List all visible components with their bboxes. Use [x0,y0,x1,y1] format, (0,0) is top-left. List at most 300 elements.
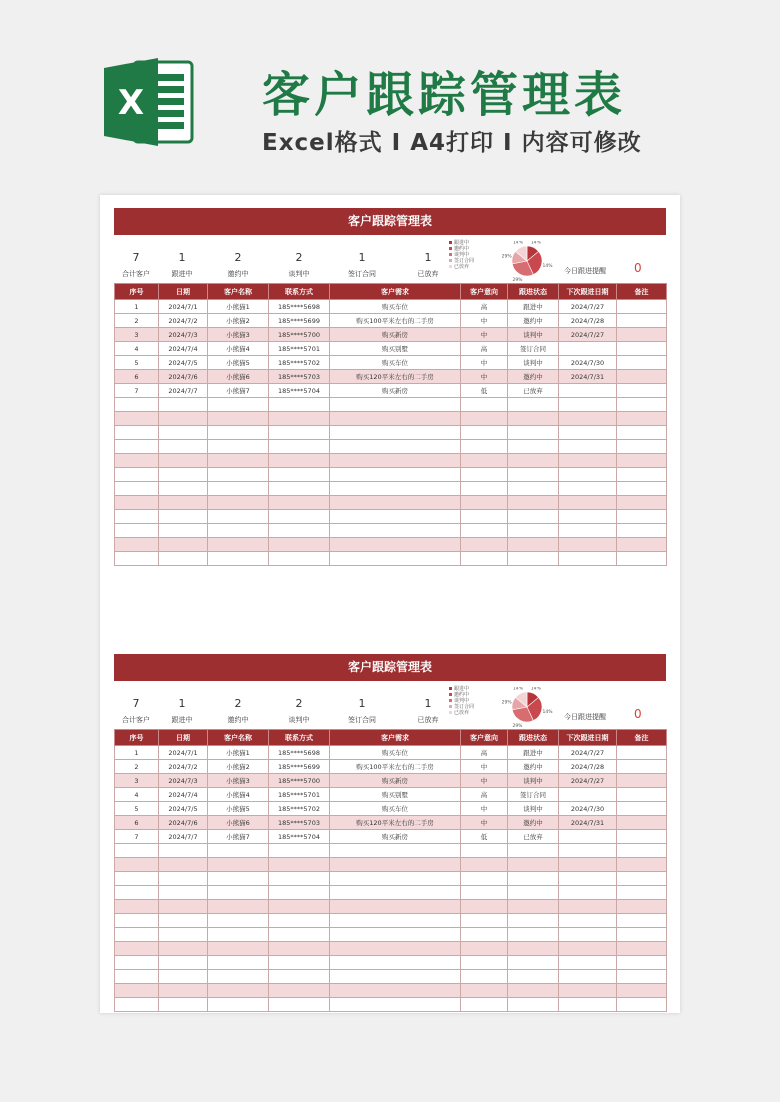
table-cell[interactable] [617,356,667,370]
table-cell[interactable] [159,538,208,552]
table-cell[interactable]: 高 [461,342,508,356]
table-cell[interactable]: 小熊猫1 [208,300,269,314]
table-cell[interactable] [269,844,330,858]
table-cell[interactable] [508,440,559,454]
table-cell[interactable]: 2024/7/7 [159,384,208,398]
table-cell[interactable]: 购买别墅 [330,342,461,356]
table-cell[interactable] [617,552,667,566]
table-cell[interactable]: 7 [115,830,159,844]
table-cell[interactable] [559,538,617,552]
table-cell[interactable] [330,482,461,496]
table-cell[interactable]: 185****5702 [269,356,330,370]
table-cell[interactable]: 购买别墅 [330,788,461,802]
table-cell[interactable]: 中 [461,774,508,788]
table-cell[interactable]: 购买车位 [330,356,461,370]
table-cell[interactable] [617,398,667,412]
table-cell[interactable] [159,928,208,942]
table-cell[interactable] [508,538,559,552]
table-cell[interactable] [208,900,269,914]
table-cell[interactable] [159,440,208,454]
table-cell[interactable] [208,914,269,928]
table-cell[interactable] [269,552,330,566]
table-cell[interactable] [559,384,617,398]
table-cell[interactable] [617,942,667,956]
table-cell[interactable] [115,496,159,510]
table-cell[interactable] [115,970,159,984]
table-cell[interactable] [208,970,269,984]
table-cell[interactable]: 2024/7/28 [559,314,617,328]
table-cell[interactable] [559,552,617,566]
table-cell[interactable] [159,482,208,496]
table-cell[interactable]: 3 [115,774,159,788]
table-cell[interactable] [159,998,208,1012]
table-cell[interactable] [617,760,667,774]
table-cell[interactable] [208,872,269,886]
table-cell[interactable] [208,398,269,412]
table-cell[interactable] [269,398,330,412]
table-cell[interactable] [159,872,208,886]
table-cell[interactable] [330,970,461,984]
table-cell[interactable] [269,510,330,524]
table-cell[interactable] [508,468,559,482]
table-cell[interactable] [269,538,330,552]
table-cell[interactable] [115,538,159,552]
table-cell[interactable]: 185****5701 [269,342,330,356]
table-cell[interactable] [461,426,508,440]
table-cell[interactable]: 185****5698 [269,746,330,760]
table-cell[interactable] [461,956,508,970]
table-cell[interactable] [269,482,330,496]
table-cell[interactable] [330,914,461,928]
table-cell[interactable]: 小熊猫5 [208,802,269,816]
table-cell[interactable]: 2024/7/6 [159,816,208,830]
table-cell[interactable] [559,858,617,872]
table-cell[interactable] [559,844,617,858]
table-cell[interactable] [115,440,159,454]
table-cell[interactable] [617,342,667,356]
table-cell[interactable] [269,412,330,426]
table-cell[interactable] [208,510,269,524]
table-cell[interactable]: 中 [461,816,508,830]
table-cell[interactable] [159,454,208,468]
table-cell[interactable] [115,398,159,412]
table-cell[interactable]: 签订合同 [508,788,559,802]
table-cell[interactable] [559,524,617,538]
table-cell[interactable] [617,774,667,788]
table-cell[interactable] [617,482,667,496]
table-cell[interactable]: 2024/7/2 [159,760,208,774]
table-cell[interactable]: 购买100平米左右的二手房 [330,760,461,774]
table-cell[interactable] [208,998,269,1012]
table-cell[interactable]: 谈判中 [508,774,559,788]
table-cell[interactable]: 小熊猫3 [208,328,269,342]
table-cell[interactable] [617,956,667,970]
table-cell[interactable]: 2024/7/28 [559,760,617,774]
table-cell[interactable] [115,482,159,496]
table-cell[interactable]: 2024/7/5 [159,802,208,816]
table-cell[interactable] [508,956,559,970]
table-cell[interactable] [461,482,508,496]
table-cell[interactable] [559,342,617,356]
table-cell[interactable] [208,468,269,482]
table-cell[interactable] [269,886,330,900]
table-cell[interactable] [330,886,461,900]
table-cell[interactable] [559,830,617,844]
table-cell[interactable] [559,482,617,496]
table-cell[interactable] [559,928,617,942]
table-cell[interactable] [208,412,269,426]
table-cell[interactable]: 6 [115,816,159,830]
table-cell[interactable] [208,482,269,496]
table-cell[interactable] [159,900,208,914]
table-cell[interactable] [617,300,667,314]
table-cell[interactable] [617,886,667,900]
table-cell[interactable] [617,984,667,998]
table-cell[interactable]: 185****5698 [269,300,330,314]
table-cell[interactable] [508,552,559,566]
table-cell[interactable]: 购买车位 [330,300,461,314]
table-cell[interactable]: 185****5700 [269,328,330,342]
table-cell[interactable] [269,956,330,970]
table-cell[interactable] [115,942,159,956]
table-cell[interactable]: 小熊猫4 [208,788,269,802]
table-cell[interactable] [617,384,667,398]
table-cell[interactable] [461,914,508,928]
table-cell[interactable] [559,886,617,900]
table-cell[interactable] [208,928,269,942]
table-cell[interactable] [269,496,330,510]
table-cell[interactable] [508,510,559,524]
table-cell[interactable] [617,510,667,524]
table-cell[interactable] [269,524,330,538]
table-cell[interactable] [115,552,159,566]
table-cell[interactable] [115,872,159,886]
table-cell[interactable] [208,858,269,872]
table-cell[interactable] [461,970,508,984]
table-cell[interactable] [115,998,159,1012]
table-cell[interactable] [508,524,559,538]
table-cell[interactable] [159,552,208,566]
table-cell[interactable] [461,886,508,900]
table-cell[interactable] [159,426,208,440]
table-cell[interactable] [208,496,269,510]
table-cell[interactable] [330,844,461,858]
table-cell[interactable]: 购买120平米左右的二手房 [330,370,461,384]
table-cell[interactable] [508,914,559,928]
table-cell[interactable] [269,872,330,886]
table-cell[interactable]: 2024/7/27 [559,774,617,788]
table-cell[interactable]: 185****5704 [269,830,330,844]
table-cell[interactable]: 185****5703 [269,370,330,384]
table-cell[interactable] [269,900,330,914]
table-cell[interactable] [617,412,667,426]
table-cell[interactable]: 1 [115,300,159,314]
table-cell[interactable] [115,468,159,482]
table-cell[interactable] [559,788,617,802]
table-cell[interactable] [617,914,667,928]
table-cell[interactable]: 6 [115,370,159,384]
table-cell[interactable]: 2024/7/30 [559,356,617,370]
table-cell[interactable] [159,468,208,482]
table-cell[interactable]: 4 [115,788,159,802]
table-cell[interactable] [269,426,330,440]
table-cell[interactable]: 2024/7/4 [159,342,208,356]
table-cell[interactable] [159,956,208,970]
table-cell[interactable]: 购买新房 [330,328,461,342]
table-cell[interactable]: 2024/7/1 [159,746,208,760]
table-cell[interactable]: 1 [115,746,159,760]
table-cell[interactable] [330,872,461,886]
table-cell[interactable]: 小熊猫7 [208,384,269,398]
table-cell[interactable] [559,398,617,412]
table-cell[interactable] [617,370,667,384]
table-cell[interactable] [115,900,159,914]
table-cell[interactable]: 邀约中 [508,816,559,830]
table-cell[interactable]: 购买新房 [330,774,461,788]
table-cell[interactable] [208,524,269,538]
table-cell[interactable]: 2 [115,314,159,328]
table-cell[interactable] [159,510,208,524]
table-cell[interactable] [508,998,559,1012]
table-cell[interactable] [330,398,461,412]
table-cell[interactable]: 2024/7/2 [159,314,208,328]
table-cell[interactable]: 2024/7/3 [159,328,208,342]
table-cell[interactable]: 已放弃 [508,384,559,398]
table-cell[interactable]: 购买新房 [330,830,461,844]
table-cell[interactable] [617,538,667,552]
table-cell[interactable] [115,858,159,872]
table-cell[interactable]: 2024/7/31 [559,816,617,830]
table-cell[interactable] [461,900,508,914]
table-cell[interactable]: 中 [461,356,508,370]
table-cell[interactable]: 中 [461,370,508,384]
table-cell[interactable] [617,454,667,468]
table-cell[interactable]: 5 [115,356,159,370]
table-cell[interactable]: 中 [461,314,508,328]
table-cell[interactable] [208,538,269,552]
table-cell[interactable]: 跟进中 [508,746,559,760]
table-cell[interactable] [559,984,617,998]
table-cell[interactable] [330,496,461,510]
table-cell[interactable]: 中 [461,802,508,816]
table-cell[interactable]: 已放弃 [508,830,559,844]
table-cell[interactable]: 3 [115,328,159,342]
table-cell[interactable] [559,426,617,440]
table-cell[interactable]: 2024/7/3 [159,774,208,788]
table-cell[interactable]: 小熊猫2 [208,760,269,774]
table-cell[interactable] [559,914,617,928]
table-cell[interactable] [508,496,559,510]
table-cell[interactable] [617,844,667,858]
table-cell[interactable]: 小熊猫6 [208,370,269,384]
table-cell[interactable] [617,872,667,886]
table-cell[interactable]: 2024/7/27 [559,300,617,314]
table-cell[interactable]: 2024/7/30 [559,802,617,816]
table-cell[interactable]: 中 [461,328,508,342]
table-cell[interactable]: 7 [115,384,159,398]
table-cell[interactable] [330,984,461,998]
table-cell[interactable] [330,524,461,538]
table-cell[interactable] [159,844,208,858]
table-cell[interactable] [617,496,667,510]
table-cell[interactable] [115,928,159,942]
table-cell[interactable]: 购买车位 [330,802,461,816]
table-cell[interactable] [208,942,269,956]
table-cell[interactable] [330,426,461,440]
table-cell[interactable] [159,970,208,984]
table-cell[interactable] [508,426,559,440]
table-cell[interactable] [461,928,508,942]
table-cell[interactable] [269,858,330,872]
table-cell[interactable] [208,552,269,566]
table-cell[interactable]: 2024/7/31 [559,370,617,384]
table-cell[interactable]: 谈判中 [508,356,559,370]
table-cell[interactable]: 低 [461,384,508,398]
table-cell[interactable] [617,900,667,914]
table-cell[interactable]: 邀约中 [508,370,559,384]
table-cell[interactable]: 2 [115,760,159,774]
table-cell[interactable] [461,524,508,538]
table-cell[interactable]: 跟进中 [508,300,559,314]
table-cell[interactable]: 185****5701 [269,788,330,802]
table-cell[interactable] [115,426,159,440]
table-cell[interactable] [508,454,559,468]
table-cell[interactable] [508,900,559,914]
table-cell[interactable] [208,956,269,970]
table-cell[interactable] [508,872,559,886]
table-cell[interactable] [330,942,461,956]
table-cell[interactable] [461,872,508,886]
table-cell[interactable] [330,440,461,454]
table-cell[interactable] [617,440,667,454]
table-cell[interactable] [269,440,330,454]
table-cell[interactable] [559,440,617,454]
table-cell[interactable]: 邀约中 [508,314,559,328]
table-cell[interactable]: 2024/7/7 [159,830,208,844]
table-cell[interactable] [159,524,208,538]
table-cell[interactable]: 185****5702 [269,802,330,816]
table-cell[interactable]: 小熊猫4 [208,342,269,356]
table-cell[interactable] [508,844,559,858]
table-cell[interactable] [115,524,159,538]
table-cell[interactable]: 小熊猫3 [208,774,269,788]
table-cell[interactable] [269,928,330,942]
table-cell[interactable] [617,830,667,844]
table-cell[interactable]: 185****5700 [269,774,330,788]
table-cell[interactable] [159,412,208,426]
table-cell[interactable] [115,844,159,858]
table-cell[interactable] [115,956,159,970]
table-cell[interactable]: 小熊猫5 [208,356,269,370]
table-cell[interactable] [508,398,559,412]
table-cell[interactable] [115,886,159,900]
table-cell[interactable]: 谈判中 [508,802,559,816]
table-cell[interactable]: 购买100平米左右的二手房 [330,314,461,328]
table-cell[interactable] [269,970,330,984]
table-cell[interactable] [461,440,508,454]
table-cell[interactable] [115,984,159,998]
table-cell[interactable] [159,886,208,900]
table-cell[interactable] [159,942,208,956]
table-cell[interactable] [559,970,617,984]
table-cell[interactable] [208,984,269,998]
table-cell[interactable]: 高 [461,788,508,802]
table-cell[interactable] [559,496,617,510]
table-cell[interactable] [330,412,461,426]
table-cell[interactable] [461,998,508,1012]
table-cell[interactable]: 中 [461,760,508,774]
table-cell[interactable] [461,468,508,482]
table-cell[interactable] [559,454,617,468]
table-cell[interactable] [617,314,667,328]
table-cell[interactable] [617,468,667,482]
table-cell[interactable] [508,942,559,956]
table-cell[interactable] [461,858,508,872]
table-cell[interactable] [461,496,508,510]
table-cell[interactable] [159,858,208,872]
table-cell[interactable]: 2024/7/4 [159,788,208,802]
table-cell[interactable] [461,552,508,566]
table-cell[interactable] [208,886,269,900]
table-cell[interactable]: 2024/7/27 [559,328,617,342]
table-cell[interactable] [159,984,208,998]
table-cell[interactable] [208,440,269,454]
table-cell[interactable] [617,426,667,440]
table-cell[interactable]: 购买120平米左右的二手房 [330,816,461,830]
table-cell[interactable] [461,398,508,412]
table-cell[interactable] [617,928,667,942]
table-cell[interactable] [508,970,559,984]
table-cell[interactable]: 4 [115,342,159,356]
table-cell[interactable] [508,928,559,942]
table-cell[interactable] [508,482,559,496]
table-cell[interactable] [208,426,269,440]
table-cell[interactable] [115,454,159,468]
table-cell[interactable] [617,998,667,1012]
table-cell[interactable] [269,998,330,1012]
table-cell[interactable] [508,412,559,426]
table-cell[interactable] [269,914,330,928]
table-cell[interactable] [461,942,508,956]
table-cell[interactable]: 2024/7/27 [559,746,617,760]
table-cell[interactable] [330,928,461,942]
table-cell[interactable] [559,510,617,524]
table-cell[interactable] [508,858,559,872]
table-cell[interactable] [559,900,617,914]
table-cell[interactable] [617,788,667,802]
table-cell[interactable]: 谈判中 [508,328,559,342]
table-cell[interactable]: 小熊猫7 [208,830,269,844]
table-cell[interactable] [617,858,667,872]
table-cell[interactable] [617,816,667,830]
table-cell[interactable] [617,746,667,760]
table-cell[interactable] [269,468,330,482]
table-cell[interactable] [330,956,461,970]
table-cell[interactable] [330,552,461,566]
table-cell[interactable] [461,844,508,858]
table-cell[interactable]: 2024/7/5 [159,356,208,370]
table-cell[interactable]: 邀约中 [508,760,559,774]
table-cell[interactable] [330,998,461,1012]
table-cell[interactable] [461,454,508,468]
table-cell[interactable]: 低 [461,830,508,844]
table-cell[interactable]: 5 [115,802,159,816]
table-cell[interactable]: 小熊猫6 [208,816,269,830]
table-cell[interactable] [461,984,508,998]
table-cell[interactable] [115,510,159,524]
table-cell[interactable] [330,468,461,482]
table-cell[interactable] [559,872,617,886]
